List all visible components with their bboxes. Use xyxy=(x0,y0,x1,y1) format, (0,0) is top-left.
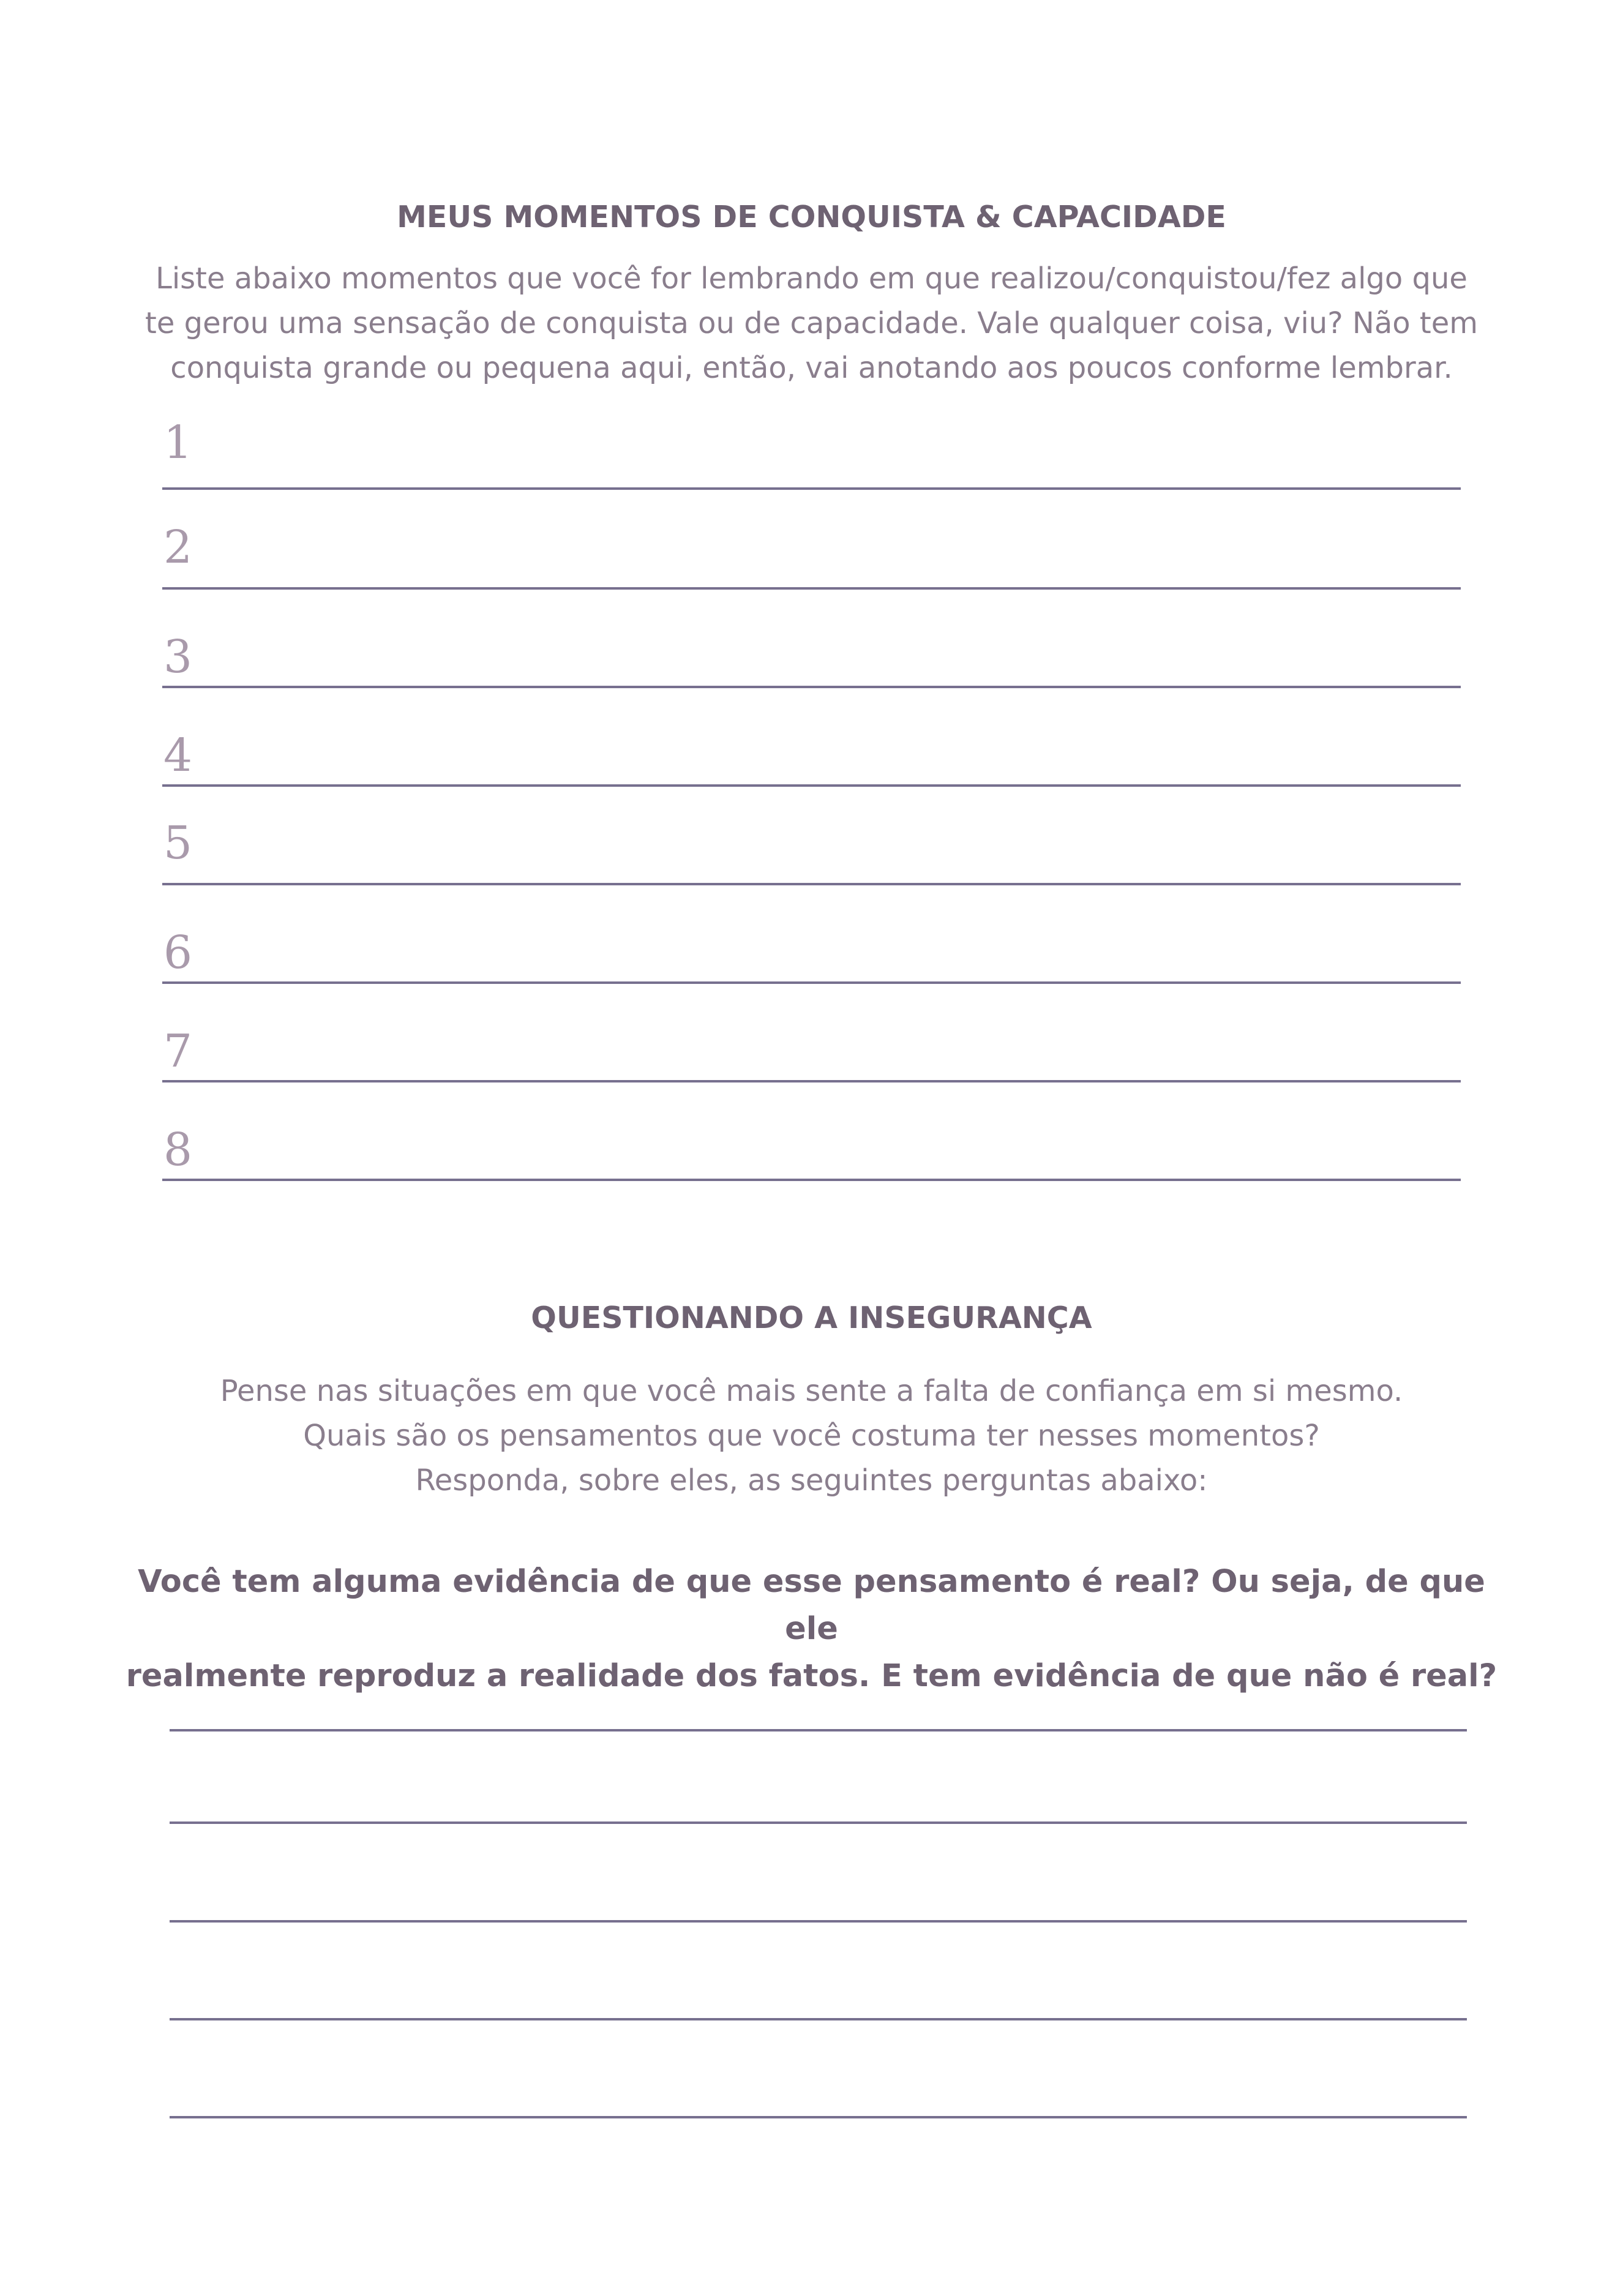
intro-line: te gerou uma sensação de conquista ou de capacidade. Vale qualquer coisa, viu? Não tem xyxy=(145,306,1478,340)
intro-line: Quais são os pensamentos que você costuma ter nesses momentos? xyxy=(303,1419,1320,1453)
achievement-line-6[interactable] xyxy=(162,917,1461,984)
achievement-line-3[interactable] xyxy=(162,621,1461,688)
intro-line: Liste abaixo momentos que você for lembrando em que realizou/conquistou/fez algo que xyxy=(156,261,1467,296)
line-number: 8 xyxy=(163,1124,193,1176)
line-number: 6 xyxy=(163,926,193,979)
answer-line-4[interactable] xyxy=(170,2018,1467,2020)
line-number: 2 xyxy=(163,521,193,574)
answer-line-2[interactable] xyxy=(170,1821,1467,1824)
achievement-line-7[interactable] xyxy=(162,1015,1461,1082)
line-number: 4 xyxy=(163,729,193,782)
achievement-line-5[interactable] xyxy=(162,818,1461,885)
answer-line-1[interactable] xyxy=(170,1729,1467,1731)
section-2-intro xyxy=(122,1369,1501,1503)
reflection-question xyxy=(122,1558,1501,1700)
line-number: 7 xyxy=(163,1025,193,1078)
achievement-line-4[interactable] xyxy=(162,719,1461,787)
achievement-line-8[interactable] xyxy=(162,1114,1461,1181)
intro-line: Responda, sobre eles, as seguintes perguntas abaixo: xyxy=(415,1463,1208,1498)
question-line: Você tem alguma evidência de que esse pensamento é real? Ou seja, de que ele xyxy=(138,1564,1485,1647)
answer-line-3[interactable] xyxy=(170,1920,1467,1923)
achievement-line-2[interactable] xyxy=(162,522,1461,590)
section-2-title: QUESTIONANDO A INSEGURANÇA xyxy=(531,1300,1092,1335)
question-line: realmente reproduz a realidade dos fatos. E tem evidência de que não é real? xyxy=(126,1658,1497,1694)
line-number: 3 xyxy=(163,631,193,683)
intro-line: Pense nas situações em que você mais sente a falta de confiança em si mesmo. xyxy=(220,1374,1403,1408)
achievement-line-1[interactable] xyxy=(162,416,1461,490)
section-1-title: MEUS MOMENTOS DE CONQUISTA & CAPACIDADE xyxy=(397,200,1226,234)
line-number: 5 xyxy=(163,817,193,869)
intro-line: conquista grande ou pequena aqui, então, vai anotando aos poucos conforme lembrar. xyxy=(170,351,1453,385)
line-number: 1 xyxy=(163,416,193,469)
answer-line-5[interactable] xyxy=(170,2116,1467,2118)
section-1-intro xyxy=(122,257,1501,391)
